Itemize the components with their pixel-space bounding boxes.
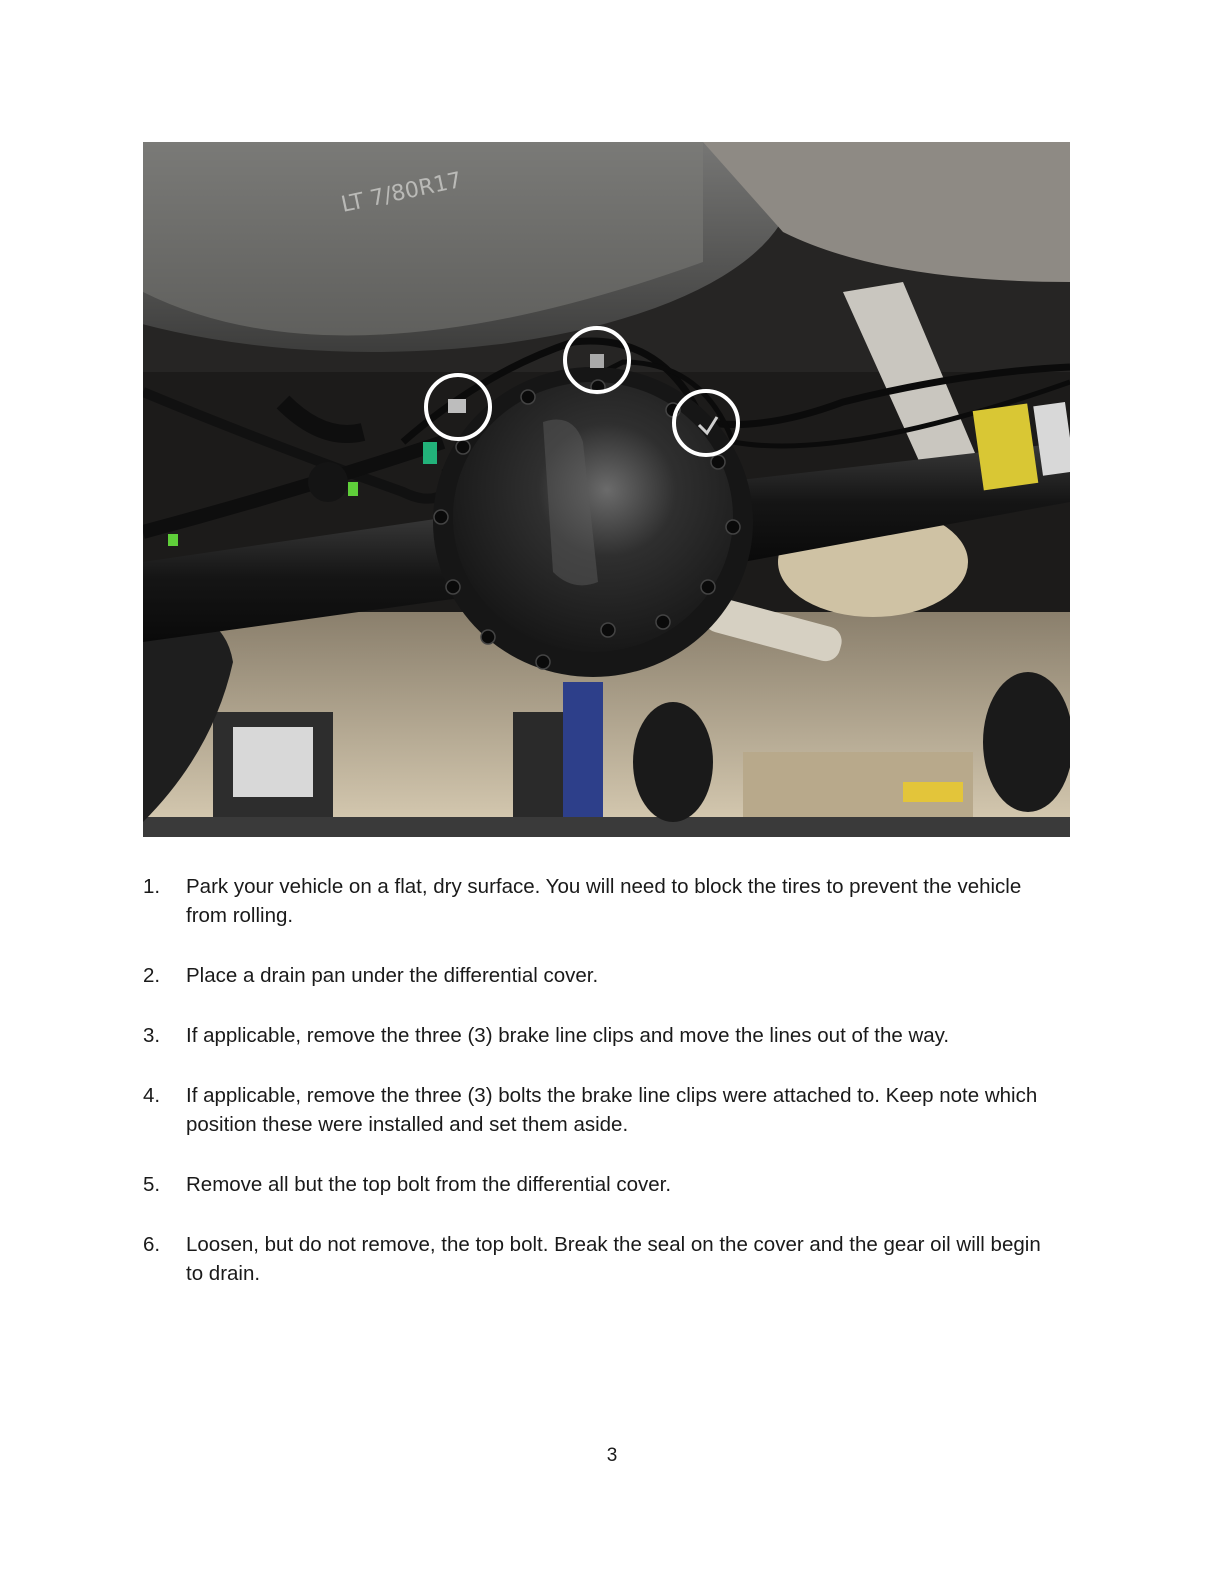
step-text: If applicable, remove the three (3) brake line clips and move the lines out of the way. xyxy=(186,1024,950,1047)
step-text: Place a drain pan under the differential cover. xyxy=(186,964,599,987)
list-item xyxy=(143,1230,1063,1288)
tire-sidewall-text: LT 7/80R17 xyxy=(339,167,464,218)
step-number: 2. xyxy=(143,964,161,987)
list-item xyxy=(143,1170,1063,1199)
step-number: 3. xyxy=(143,1024,161,1047)
page-number: 3 xyxy=(606,1445,618,1466)
step-text: Loosen, but do not remove, the top bolt. Break the seal on the cover and the gear oil will begin to drain. xyxy=(186,1233,1041,1285)
step-number: 1. xyxy=(143,875,161,898)
differential-photo xyxy=(143,142,1070,837)
list-item xyxy=(143,1021,1063,1050)
step-text: Park your vehicle on a flat, dry surface. You will need to block the tires to prevent the vehicle from rolling. xyxy=(186,875,1022,927)
list-item xyxy=(143,872,1063,930)
list-item xyxy=(143,1081,1063,1139)
step-text: Remove all but the top bolt from the differential cover. xyxy=(186,1173,672,1196)
instruction-list xyxy=(143,872,1063,1319)
list-item xyxy=(143,961,1063,990)
step-number: 6. xyxy=(143,1233,161,1256)
step-number: 4. xyxy=(143,1084,161,1107)
step-text: If applicable, remove the three (3) bolts the brake line clips were attached to. Keep note which position these were installed and set them aside. xyxy=(186,1084,1038,1136)
step-number: 5. xyxy=(143,1173,161,1196)
